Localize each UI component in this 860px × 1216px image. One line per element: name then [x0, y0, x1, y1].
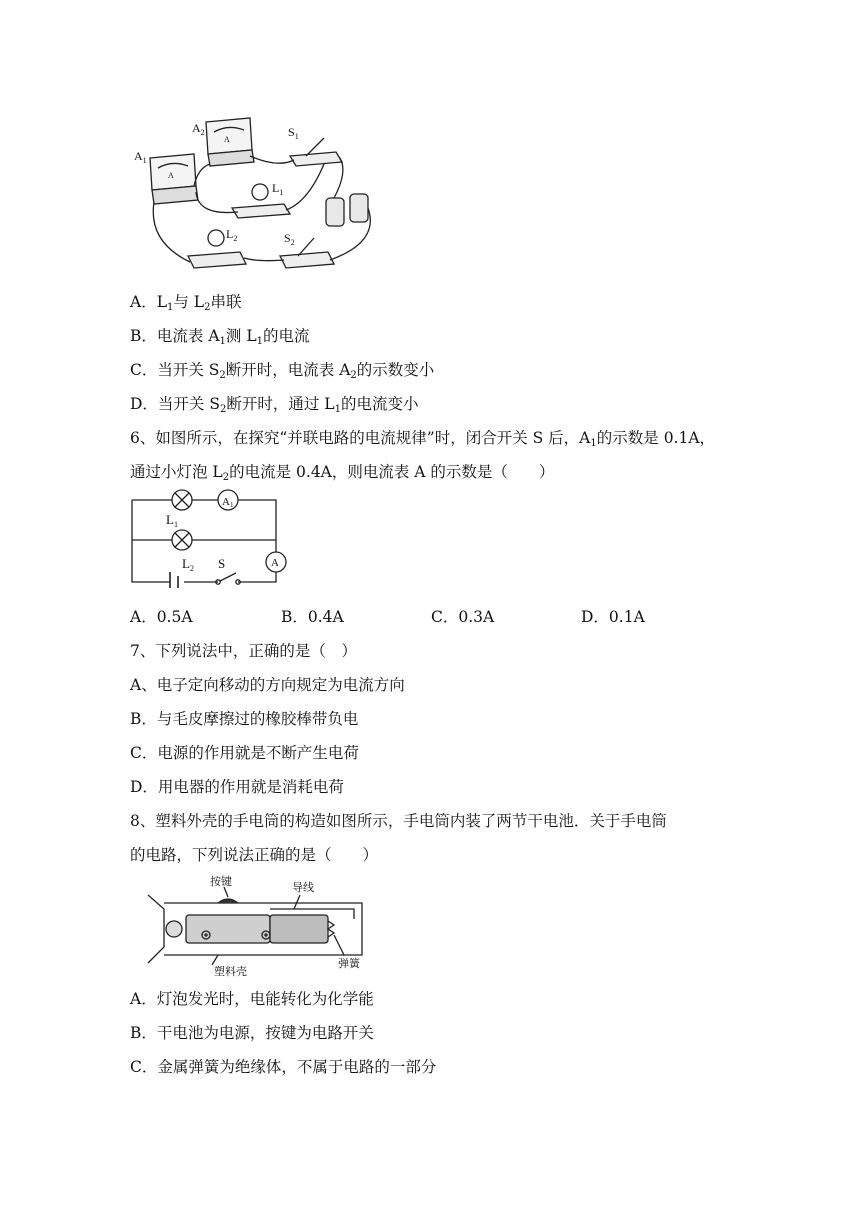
q8-option-b: B．干电池为电源，按键为电路开关 [130, 1024, 374, 1042]
a2-face-label: A [224, 135, 230, 144]
q8-option-c: C．金属弹簧为绝缘体，不属于电路的一部分 [130, 1058, 437, 1076]
q5-circuit-figure [128, 112, 390, 274]
q6-option-b: B．0.4A [281, 608, 344, 626]
q5-option-b: B．电流表 $A_1$测 $L_1$的电流 [130, 327, 310, 347]
q6-a1-label: A1 [222, 496, 234, 509]
a2-label: $A_2$ [192, 121, 205, 137]
spring-label: 弹簧 [338, 957, 360, 970]
q6-stem-line2: 通过小灯泡 $L_2$的电流是 0.4A，则电流表 A 的示数是（ ） [130, 463, 555, 483]
q7-option-c: C．电源的作用就是不断产生电荷 [130, 744, 359, 762]
l1-label: $L_1$ [272, 181, 284, 197]
l2-label: $L_2$ [226, 227, 238, 243]
a1-face-label: A [168, 171, 174, 180]
s1-label: $S_1$ [288, 125, 299, 141]
q8-option-a: A．灯泡发光时，电能转化为化学能 [130, 990, 374, 1008]
q6-option-d: D．0.1A [581, 608, 645, 626]
q5-option-d: D．当开关 $S_2$断开时，通过 $L_1$的电流变小 [130, 395, 419, 415]
shell-label: 塑料壳 [214, 965, 247, 978]
q6-circuit-diagram [126, 486, 296, 588]
q8-flashlight-figure [144, 873, 376, 981]
q7-stem: 7、下列说法中，正确的是（ ） [130, 642, 357, 660]
a1-label: $A_1$ [134, 149, 147, 165]
q8-stem-line1: 8、塑料外壳的手电筒的构造如图所示，手电筒内装了两节干电池．关于手电筒 [130, 812, 667, 830]
q6-s-label: S [218, 556, 226, 571]
q6-option-c: C．0.3A [431, 608, 495, 626]
wire-label: 导线 [292, 881, 314, 894]
s2-label: $S_2$ [284, 231, 295, 247]
q6-l2-label: $L_2$ [182, 556, 194, 573]
q5-option-c: C．当开关 $S_2$断开时，电流表 $A_2$的示数变小 [130, 361, 435, 381]
button-label: 按键 [210, 875, 232, 888]
q7-option-b: B．与毛皮摩擦过的橡胶棒带负电 [130, 710, 359, 728]
q6-l1-label: $L_1$ [166, 512, 178, 529]
q8-stem-line2: 的电路，下列说法正确的是（ ） [130, 846, 379, 864]
q6-option-a: A．0.5A [130, 608, 193, 626]
q7-option-a: A、电子定向移动的方向规定为电流方向 [130, 676, 405, 694]
q6-stem-line1: 6、如图所示，在探究“并联电路的电流规律”时，闭合开关 S 后，$A_1$的示数是 0.1A， [130, 429, 716, 449]
q6-a-label: A [271, 557, 279, 569]
q5-option-a: A．$L_1$与 $L_2$串联 [130, 293, 242, 313]
q7-option-d: D．用电器的作用就是消耗电荷 [130, 778, 344, 796]
